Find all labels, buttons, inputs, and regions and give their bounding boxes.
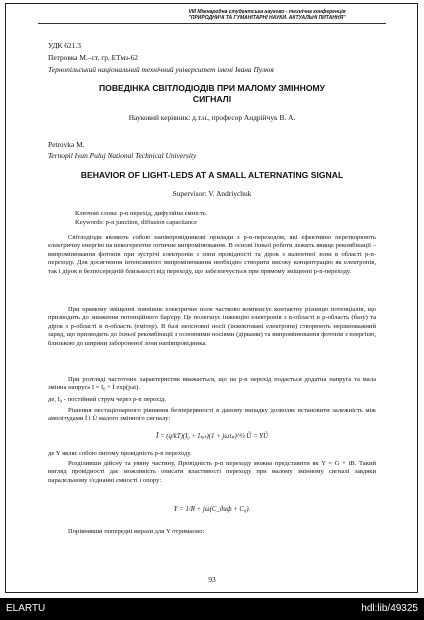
formula-conductance: Y = 1/R + jω(C_диф + C₀). bbox=[173, 506, 251, 513]
conference-header-line1: VIII Міжнародна студентська науково - технічна конференція bbox=[188, 9, 346, 15]
footer-repository-label: ELARTU bbox=[6, 603, 46, 614]
keywords-en: Keywords: p-n junction, diffusion capacitance bbox=[75, 219, 198, 226]
formula-admittance: Ĩ = (q/kT)(I₀ + Iₛₐₜ)(1 + jωτₚ)^½ Ũ = YŨ bbox=[156, 433, 268, 440]
page-number: 93 bbox=[208, 575, 216, 584]
conference-header-line2: "ПРИРОДНИЧІ ТА ГУМАНІТАРНІ НАУКИ. АКТУАЛЬНІ ПИТАННЯ" bbox=[188, 15, 346, 21]
author-en: Petrovka M. bbox=[48, 140, 85, 149]
footer-handle: hdl:lib/49325 bbox=[361, 603, 418, 614]
paragraph-3: При розгляді частотних характеристик вважається, що на p-n перехід подається додатна напруга та мала змінна напруга I = I₀ + Ĩ exp(jωt). bbox=[48, 376, 376, 392]
header-divider bbox=[38, 23, 386, 24]
paragraph-4: де, I₀ - постійний струм через p-n перехід. bbox=[48, 396, 167, 403]
udk-code: УДК 621.3 bbox=[48, 41, 81, 50]
author-ua: Петровка М.–ст. гр. ЕТмз-62 bbox=[48, 53, 138, 62]
paragraph-7: Розділивши дійсну та уявну частину. Провідність p-n переходу можна представити як Y = G + iB. Такий вигляд провідності дає можливість описати властивості переходу при малому змінному сигналі завдяки паралельному з'єднанні ємності і опору: bbox=[48, 460, 376, 484]
supervisor-ua: Науковий керівник: д.т.н., професор Андрійчук В. А. bbox=[128, 113, 296, 122]
footer-bar bbox=[0, 598, 424, 620]
university-en: Ternopil Ivan Puluj National Technical University bbox=[48, 151, 197, 160]
paragraph-6: де Y являє собою питому провідність p-n переходу. bbox=[48, 450, 192, 457]
title-en: BEHAVIOR OF LIGHT-LEDS AT A SMALL ALTERNATING SIGNAL bbox=[80, 170, 344, 180]
paragraph-5: Рішення нестаціонарного рівняння безперервності в даному випадку дозволяє встановити залежність між амплітудами Ĩ і Ũ малого змінного сигналу: bbox=[48, 407, 376, 423]
supervisor-en: Supervisor: V. Andriychuk bbox=[172, 189, 252, 198]
title-ua-line2: СИГНАЛІ bbox=[192, 94, 232, 104]
university-ua: Тернопільський національний технічний університет імені Івана Пулюя bbox=[48, 65, 274, 74]
paragraph-8: Порівнявши попередні вирази для Y отримаємо: bbox=[68, 528, 205, 535]
title-ua-line1: ПОВЕДІНКА СВІТЛОДІОДІВ ПРИ МАЛОМУ ЗМІННОМУ bbox=[98, 83, 326, 93]
keywords-ua: Ключові слова: p-n перехід, дифузійна ємність bbox=[75, 210, 206, 217]
paragraph-2: При прямому зміщенні зовнішнє електричне поле частково компенсує контактну різницю потенціалів, що призводить до зниження потенційного бар'єру. Це полегшує інжекцію електронів з n-області в p-область (базу) та дірок з p-області в n-область (емітер). В базі неосновні носії (інжектовані електрони) створюють нерівноважний заряд, що призводить до їхньої рекомбінації з основними носіями (дірками) та випромінювання фотонів з енергією, близькою до ширини забороненої зони напівпровідника. bbox=[48, 306, 376, 347]
paragraph-1: Світлодіоди являють собою напівпровідникові прилади з p-n-переходом, які ефективно перетворюють електричну енергію на некогерентне оптичне випромінювання. В основі їхньої роботи лежить явище рекомбінації – випромінювання фотонів при зустрічі електронів з зони провідності та дірок з валентної зони в області p-n-переходу. Для досягнення інтенсивного випромінювання необхідно створити високу концентрацію як електронів, так і дірок в безпосередній близькості від переходу, що забезпечується при прямому зміщенні p-n-переходу. bbox=[48, 234, 376, 275]
